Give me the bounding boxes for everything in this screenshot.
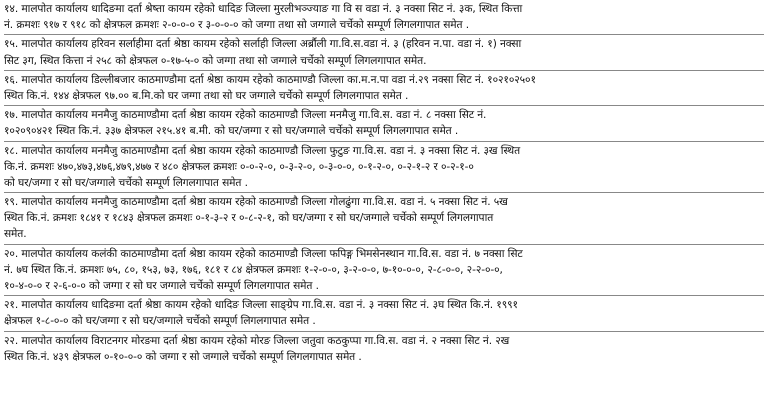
entry-line: १४. मालपोत कार्यालय धादिङमा दर्ता श्रेष्ता कायम रहेको धादिङ जिल्ला मुरलीभञ्ज्याङ गा वि स वडा नं. ३ नक्सा सिट नं. ३क, स्थित कित्ता xyxy=(4,3,523,15)
entry-line: १८. मालपोत कार्यालय मनमैजु काठमाण्डौमा दर्ता श्रेष्ठा कायम रहेको काठमाण्डौ जिल्ला फुटुङ गा.वि.स. वडा नं. ३ नक्सा सिट नं. ३ख स्थित xyxy=(4,144,521,157)
entry-line: २०. मालपोत कार्यालय कलंकी काठमाण्डौमा दर्ता श्रेष्ठा कायम रहेको काठमाण्डौ जिल्ला फपिङ्ग भिमसेनस्थान गा.वि.स. वडा नं. ७ नक्सा सिट xyxy=(4,247,523,260)
entry-line: १०२०९०४२१ स्थित कि.नं. ३३७ क्षेत्रफल २१५.४१ ब.मी. को घर/जग्गा र सो घर/जग्गाले चर्चेको सम्पूर्ण लिगलगापात समेत . xyxy=(4,125,459,138)
entry-line: २२. मालपोत कार्यालय विराटनगर मोरङमा दर्ता श्रेष्ठा कायम रहेको मोरङ जिल्ला जतुवा कठकुप्पा गा.वि.स. वडा नं. २ नक्सा सिट नं. २ख xyxy=(4,334,510,347)
list-item xyxy=(4,332,764,366)
entry-line: समेत. xyxy=(4,228,27,241)
entry-line: नं. क्रमशः ९१७ र ९१८ को क्षेत्रफल क्रमशः २-०-०-० र ३-०-०-० को जग्गा तथा सो जग्गाले चर्चेको सम्पूर्ण लिगलगापात समेत . xyxy=(4,19,469,32)
entry-line: १५. मालपोत कार्यालय हरिवन सर्लाहीमा दर्ता श्रेष्ठा कायम रहेको सर्लाही जिल्ला अर्ब्रौली गा.वि.स.वडा नं. ३ (हरिवन न.पा. वडा नं. १) नक्सा xyxy=(4,38,522,51)
entry-line: क्षेत्रफल १-८-०-० को घर/जग्गा र सो घर/जग्गाले चर्चेको सम्पूर्ण लिगलगापात समेत . xyxy=(4,315,316,328)
entry-line: २१. मालपोत कार्यालय धादिङमा दर्ता श्रेष्ठा कायम रहेको धादिङ जिल्ला साङ्ग्रेप गा.वि.स. वडा नं. ३ नक्सा सिट नं. ३घ स्थित कि.नं. १९९१ xyxy=(4,299,518,312)
entry-line: १७. मालपोत कार्यालय मनमैजु काठमाण्डौमा दर्ता श्रेष्ठा कायम रहेको काठमाण्डौ जिल्ला मनमैजु गा.वि.स. वडा नं. ८ नक्सा सिट नं. xyxy=(4,109,487,122)
entry-line: स्थित कि.नं. क्रमशः १८४१ र १८४३ क्षेत्रफल क्रमशः ०-१-३-२ र ०-८-२-१, को घर/जग्गा र सो घर/जग्गाले चर्चेको सम्पूर्ण लिगलगापात xyxy=(4,212,494,225)
entry-line: १०-४-०-० र २-६-०-० को जग्गा र सो घर जग्गाले चर्चेको सम्पूर्ण लिगलगापात समेत . xyxy=(4,280,319,292)
list-item xyxy=(4,106,764,141)
entry-line: को घर/जग्गा र सो घर/जग्गाले चर्चेको सम्पूर्ण लिगलगापात समेत . xyxy=(4,176,248,189)
list-item xyxy=(4,296,764,331)
list-item xyxy=(4,142,764,194)
list-item xyxy=(4,71,764,106)
entry-line: स्थित कि.नं. ४३९ क्षेत्रफल ०-१०-०-० को जग्गा र सो जग्गाले चर्चेको सम्पूर्ण लिगलगापात समेत . xyxy=(4,350,362,363)
entry-line: १६. मालपोत कार्यालय डिल्लीबजार काठमाण्डौमा दर्ता श्रेष्ठा कायम रहेको काठमाण्डौ जिल्ला का.म.न.पा वडा नं.२९ नक्सा सिट नं. १०२१०२५०१ xyxy=(4,73,536,86)
entry-line: स्थित कि.नं. १४४ क्षेत्रफल ९७.०० ब.मि.को घर जग्गा तथा सो घर जग्गाले चर्चेको सम्पूर्ण लिगलगापात समेत . xyxy=(4,89,409,102)
list-item xyxy=(4,0,764,35)
entry-line: १९. मालपोत कार्यालय मनमैजु काठमाण्डौमा दर्ता श्रेष्ठा कायम रहेको काठमाण्डौ जिल्ला गोलढुंगा गा.वि.स. वडा नं. ५ नक्सा सिट नं. ५ख xyxy=(4,196,508,209)
list-item xyxy=(4,245,764,297)
list-item xyxy=(4,193,764,245)
entry-line: कि.नं. क्रमशः ४७०,४७३,४७६,४७९,४७७ र ४८० क्षेत्रफल क्रमशः ०-०-२-०, ०-३-२-०, ०-३-०-०, ०-१-२-०, ०-२-१-२ र ०-२-१-० xyxy=(4,160,474,173)
entry-line: सिट ३ग, स्थित कित्ता नं २५८ को क्षेत्रफल ०-१७-५-० को जग्गा तथा सो जग्गाले चर्चेको सम्पूर्ण लिगलगापात समेत. xyxy=(4,54,427,67)
list-item xyxy=(4,35,764,70)
entry-line: नं. ७घ स्थित कि.नं. क्रमशः ७५, ८०, १५३, ७३, १७६, १८१ र ८४ क्षेत्रफल क्रमशः १-२-०-०, ३-२-०-०, ७-१०-०-०, २-८-०-०, २-२-०-०, xyxy=(4,263,503,276)
